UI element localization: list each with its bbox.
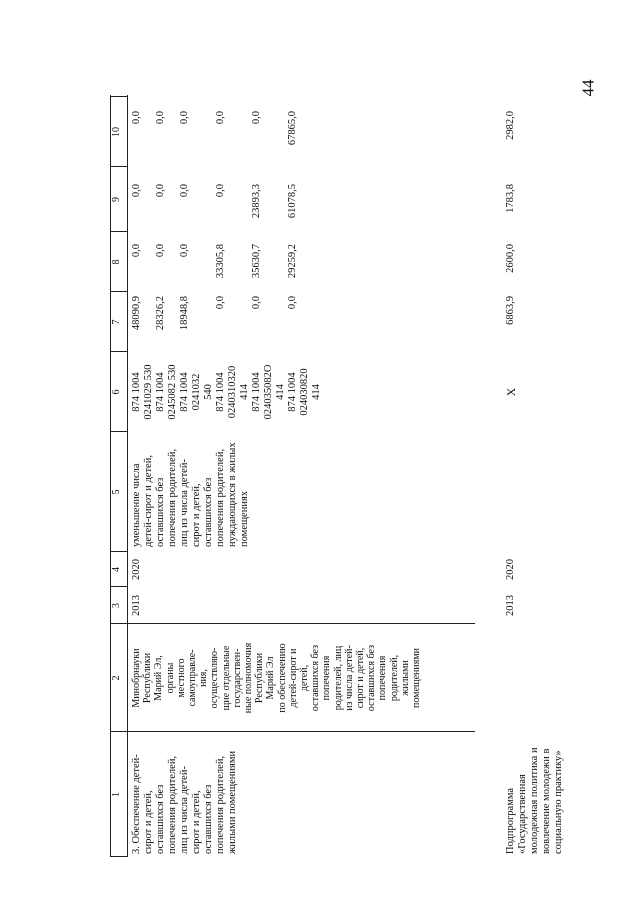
header-col-9: 9 [111, 197, 122, 202]
row2-value-col7: 6863,9 [505, 296, 516, 325]
header-col-1: 1 [111, 792, 122, 797]
row1-values-col9: 0,0 0,0 0,0 0,0 23893,3 61078,5 [131, 184, 298, 219]
header-bottom-border [127, 95, 128, 857]
col-divider [110, 731, 475, 732]
row2-end-year: 2020 [505, 559, 516, 580]
row2-subprogram-name: Подпрограмма «Государственная молодежная политика и вовлечение молодежи в социальную практику» [505, 747, 564, 854]
row1-program-name: 3. Обеспечение детей- сирот и детей, оставшихся без попечения родителей, лиц из числа детей- сирот и детей, оставшихся без попечения родителей, жилыми помещениями [131, 750, 238, 854]
row1-end-year: 2020 [131, 559, 142, 580]
header-col-10: 10 [111, 127, 122, 137]
header-col-2: 2 [111, 675, 122, 681]
row1-start-year: 2013 [131, 595, 142, 616]
row1-budget-codes: 874 1004 0241029 530 874 1004 0245082 530 874 1004 0241032 540 874 1004 0240310320 414 874 1004 024035082О 414 874 1004 024030820 414 [131, 364, 322, 420]
header-col-6: 6 [111, 389, 122, 395]
row1-values-col8: 0,0 0,0 0,0 33305,8 35630,7 29259,2 [131, 244, 298, 279]
row2-value-col8: 2600,0 [505, 244, 516, 273]
header-col-7: 7 [111, 319, 122, 325]
row2-budget-code: Х [504, 387, 518, 397]
header-col-4: 4 [111, 567, 122, 572]
row1-executors: Минобрнауки Республики Марий Эл, органы местного самоуправле- ния, осуществляю- щие отдельные государствен- ные полномочия Республики Марий Эл по обеспечению детей-сирот и детей, оставшихся без попечения родителей, лиц из числа детей- сирот и детей, оставшихся без попечения родителей, жилыми помещениями [131, 642, 423, 714]
header-col-3: 3 [111, 603, 122, 608]
row2-start-year: 2013 [505, 595, 516, 616]
row1-values-col7: 48090,9 28326,2 18948,8 0,0 0,0 0,0 [131, 296, 298, 331]
header-col-5: 5 [111, 489, 122, 495]
row2-value-col10: 2982,0 [505, 111, 516, 140]
page-number: 44 [578, 79, 598, 97]
col-divider [110, 623, 475, 624]
row1-expected-result: уменьшение числа детей-сирот и детей, оставшихся без попечения родителей, лиц из числа детей- сирот и детей, оставшихся без попечения родителей, нуждающихся в жилых помещениях [131, 442, 250, 547]
header-col-8: 8 [111, 259, 122, 265]
row1-values-col10: 0,0 0,0 0,0 0,0 0,0 67865,0 [131, 111, 298, 146]
row2-value-col9: 1783,8 [505, 184, 516, 213]
budget-table [110, 95, 640, 857]
